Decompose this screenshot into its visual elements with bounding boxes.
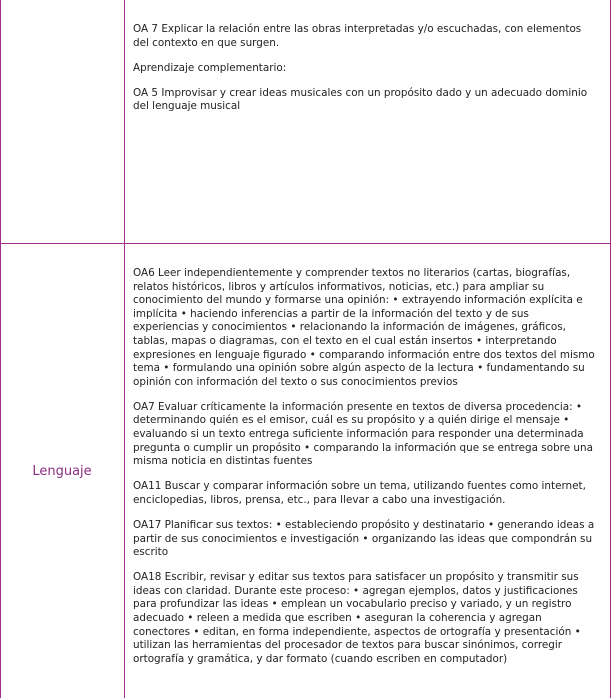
table-row	[0, 0, 611, 244]
objective-paragraph: OA 5 Improvisar y crear ideas musicales con un propósito dado y un adecuado dominio del lenguaje musical	[133, 86, 588, 113]
subject-label: Lenguaje	[32, 463, 92, 479]
objectives-cell	[133, 23, 595, 125]
objective-paragraph: OA6 Leer independientemente y comprender textos no literarios (cartas, biografías, relatos históricos, libros y artículos informativos, noticias, etc.) para ampliar su conocimiento del mundo y formarse una opinión: • extrayendo información explícita e implícita • haciendo inferencias a partir de la información del texto y de sus experiencias y conocimientos • relacionando la información de imágenes, gráficos, tablas, mapas o diagramas, con el texto en el cual están insertos • interpretando expresiones en lenguaje figurado • comparando información entre dos textos del mismo tema • formulando una opinión sobre algún aspecto de la lectura • fundamentando su opinión con información del texto o sus conocimientos previos	[133, 267, 595, 388]
objective-paragraph: OA 7 Explicar la relación entre las obras interpretadas y/o escuchadas, con elementos del contexto en que surgen.	[133, 23, 582, 49]
objective-paragraph: OA18 Escribir, revisar y editar sus textos para satisfacer un propósito y transmitir sus ideas con claridad. Durante este proceso: • agregan ejemplos, datos y justificaciones para profundizar las ideas • emplean un vocabulario preciso y variado, y un registro adecuado • releen a medida que escriben • aseguran la coherencia y agregan conectores • editan, en forma independiente, aspectos de ortografía y presentación • utilizan las herramientas del procesador de textos para buscar sinónimos, corregir ortografía y gramática, y dar formato (cuando escriben en computador)	[133, 571, 581, 665]
objective-paragraph: OA17 Planificar sus textos: • estableciendo propósito y destinatario • generando ideas a partir de sus conocimientos e investigación • organizando las ideas que compondrán su escrito	[133, 519, 595, 559]
objective-paragraph: Aprendizaje complementario:	[133, 61, 287, 74]
subject-cell	[0, 0, 124, 244]
objective-paragraph: OA7 Evaluar críticamente la información presente en textos de diversa procedencia: • determinando quién es el emisor, cuál es su propósito y a quién dirige el mensaje • evaluando si un texto entrega suficiente información para responder una determinada pregunta o cumplir un propósito • comparando la información que se entrega sobre una misma noticia en distintas fuentes	[133, 400, 593, 468]
objectives-cell	[133, 267, 595, 678]
subject-cell	[0, 244, 124, 698]
table-row	[0, 244, 611, 698]
objective-paragraph: OA11 Buscar y comparar información sobre un tema, utilizando fuentes como internet, enciclopedias, libros, prensa, etc., para llevar a cabo una investigación.	[133, 480, 586, 506]
